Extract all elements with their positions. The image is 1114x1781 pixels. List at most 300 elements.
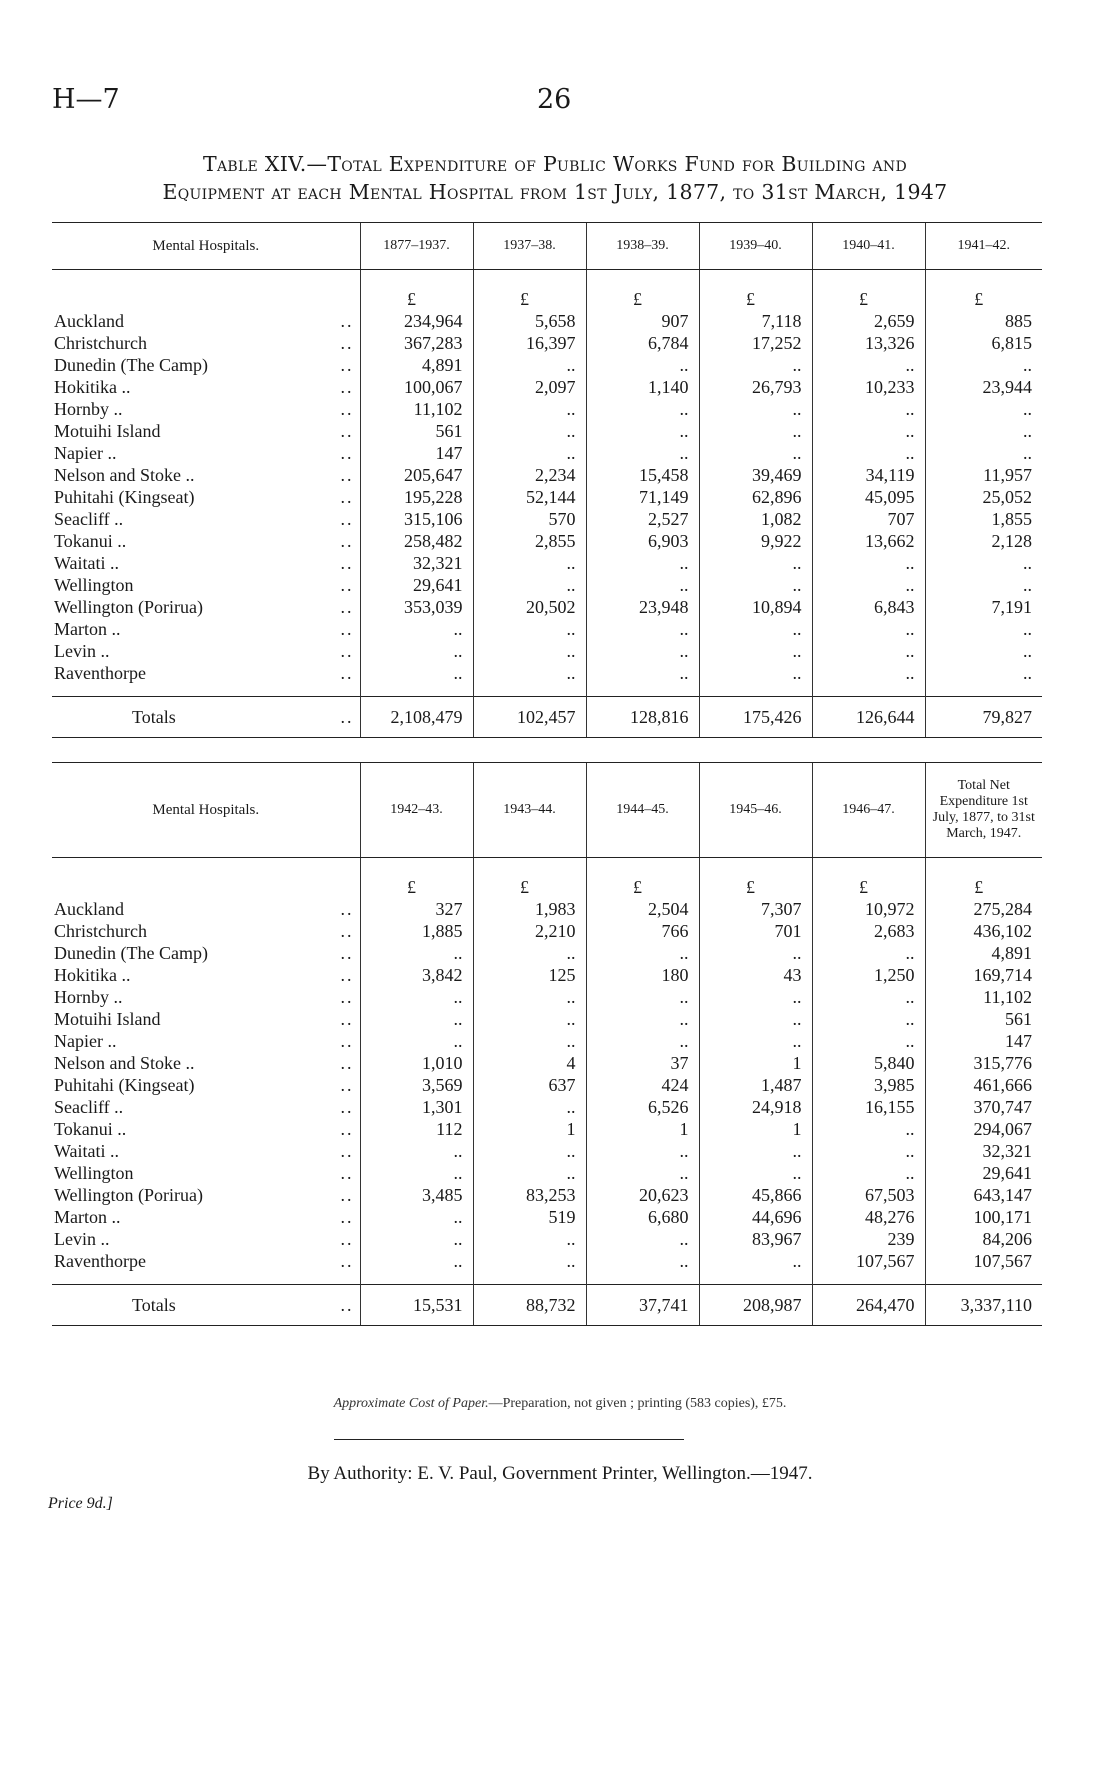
hospital-name-text: Seacliff .. bbox=[54, 1097, 124, 1117]
cell-value: 766 bbox=[586, 920, 699, 942]
cell-value: 6,903 bbox=[586, 530, 699, 552]
hospital-name bbox=[52, 552, 360, 574]
hospital-name bbox=[52, 1074, 360, 1096]
cell-value: 17,252 bbox=[699, 332, 812, 354]
cell-value: 1 bbox=[473, 1118, 586, 1140]
table-row bbox=[52, 662, 1042, 684]
table-row bbox=[52, 1228, 1042, 1250]
total-value: 175,426 bbox=[699, 697, 812, 738]
cell-value: .. bbox=[473, 618, 586, 640]
cell-value: 48,276 bbox=[812, 1206, 925, 1228]
cell-value: 885 bbox=[925, 310, 1042, 332]
currency-row bbox=[52, 270, 1042, 311]
cell-value: 424 bbox=[586, 1074, 699, 1096]
cell-value: .. bbox=[473, 442, 586, 464]
currency-symbol: £ bbox=[360, 858, 473, 899]
cell-value: 3,569 bbox=[360, 1074, 473, 1096]
cell-value: .. bbox=[586, 1228, 699, 1250]
table-row bbox=[52, 1162, 1042, 1184]
hospital-name bbox=[52, 310, 360, 332]
cell-value: .. bbox=[586, 662, 699, 684]
leader-dots: .. bbox=[340, 1163, 354, 1183]
header-year-6: 1941–42. bbox=[925, 223, 1042, 270]
cell-value: .. bbox=[699, 618, 812, 640]
cell-value: 436,102 bbox=[925, 920, 1042, 942]
page-code: H—7 bbox=[52, 84, 120, 115]
spacer-row bbox=[52, 684, 1042, 697]
cell-value: 100,171 bbox=[925, 1206, 1042, 1228]
currency-symbol: £ bbox=[925, 858, 1042, 899]
cell-value: 707 bbox=[812, 508, 925, 530]
cell-value: .. bbox=[699, 1140, 812, 1162]
hospital-name-text: Levin .. bbox=[54, 641, 110, 661]
leader-dots: .. bbox=[340, 575, 354, 595]
hospital-name-text: Hokitika .. bbox=[54, 965, 131, 985]
leader-dots: .. bbox=[340, 707, 354, 727]
header-year-2: 1937–38. bbox=[473, 223, 586, 270]
cell-value: .. bbox=[812, 552, 925, 574]
currency-symbol: £ bbox=[473, 270, 586, 311]
cell-value: 11,102 bbox=[360, 398, 473, 420]
cell-value: .. bbox=[812, 420, 925, 442]
cell-value: 11,102 bbox=[925, 986, 1042, 1008]
cell-value: 13,662 bbox=[812, 530, 925, 552]
cell-value: 10,233 bbox=[812, 376, 925, 398]
hospital-name bbox=[52, 1096, 360, 1118]
table-row bbox=[52, 640, 1042, 662]
cell-value: .. bbox=[925, 574, 1042, 596]
header-year-4: 1939–40. bbox=[699, 223, 812, 270]
currency-symbol: £ bbox=[812, 858, 925, 899]
cell-value: .. bbox=[925, 420, 1042, 442]
header-year-4: 1945–46. bbox=[699, 763, 812, 858]
total-value: 88,732 bbox=[473, 1285, 586, 1326]
cell-value: .. bbox=[360, 1250, 473, 1272]
hospital-name bbox=[52, 596, 360, 618]
cell-value: 147 bbox=[360, 442, 473, 464]
cell-value: 195,228 bbox=[360, 486, 473, 508]
cell-value: 6,815 bbox=[925, 332, 1042, 354]
table-row bbox=[52, 310, 1042, 332]
cell-value: .. bbox=[925, 398, 1042, 420]
leader-dots: .. bbox=[340, 943, 354, 963]
cell-value: 71,149 bbox=[586, 486, 699, 508]
cell-value: .. bbox=[473, 1162, 586, 1184]
cell-value: .. bbox=[473, 662, 586, 684]
cell-value: 29,641 bbox=[925, 1162, 1042, 1184]
header-hospitals: Mental Hospitals. bbox=[52, 763, 360, 858]
hospital-name-text: Raventhorpe bbox=[54, 663, 146, 683]
cell-value: .. bbox=[586, 1030, 699, 1052]
cell-value: .. bbox=[473, 942, 586, 964]
cell-value: .. bbox=[586, 398, 699, 420]
table-row bbox=[52, 442, 1042, 464]
cell-value: 25,052 bbox=[925, 486, 1042, 508]
hospital-name bbox=[52, 574, 360, 596]
cell-value: .. bbox=[812, 398, 925, 420]
cell-value: 294,067 bbox=[925, 1118, 1042, 1140]
leader-dots: .. bbox=[340, 1053, 354, 1073]
cell-value: .. bbox=[473, 1096, 586, 1118]
hospital-name bbox=[52, 1184, 360, 1206]
cell-value: .. bbox=[360, 1162, 473, 1184]
cell-value: 643,147 bbox=[925, 1184, 1042, 1206]
leader-dots: .. bbox=[340, 311, 354, 331]
hospital-name bbox=[52, 1250, 360, 1272]
leader-dots: .. bbox=[340, 619, 354, 639]
page-number: 26 bbox=[537, 84, 572, 115]
hospital-name bbox=[52, 398, 360, 420]
hospital-name-text: Motuihi Island bbox=[54, 421, 161, 441]
cell-value: 3,485 bbox=[360, 1184, 473, 1206]
hospital-name-text: Dunedin (The Camp) bbox=[54, 355, 208, 375]
cell-value: 100,067 bbox=[360, 376, 473, 398]
hospital-name-text: Waitati .. bbox=[54, 1141, 120, 1161]
totals-row bbox=[52, 697, 1042, 738]
currency-symbol: £ bbox=[473, 858, 586, 899]
cell-value: 2,527 bbox=[586, 508, 699, 530]
total-value: 264,470 bbox=[812, 1285, 925, 1326]
cell-value: 26,793 bbox=[699, 376, 812, 398]
cell-value: 169,714 bbox=[925, 964, 1042, 986]
leader-dots: .. bbox=[340, 965, 354, 985]
hospital-name-text: Puhitahi (Kingseat) bbox=[54, 1075, 195, 1095]
leader-dots: .. bbox=[340, 987, 354, 1007]
cell-value: .. bbox=[812, 618, 925, 640]
printer-authority: By Authority: E. V. Paul, Government Printer, Wellington.—1947. bbox=[307, 1463, 813, 1484]
page-header bbox=[52, 84, 1032, 120]
cell-value: 4 bbox=[473, 1052, 586, 1074]
leader-dots: .. bbox=[340, 1031, 354, 1051]
divider bbox=[334, 1439, 684, 1440]
cell-value: 2,659 bbox=[812, 310, 925, 332]
cell-value: .. bbox=[360, 1140, 473, 1162]
hospital-name bbox=[52, 1030, 360, 1052]
totals-label-text: Totals bbox=[132, 1295, 176, 1315]
cell-value: .. bbox=[473, 420, 586, 442]
cell-value: .. bbox=[586, 942, 699, 964]
leader-dots: .. bbox=[340, 1009, 354, 1029]
cell-value: 107,567 bbox=[925, 1250, 1042, 1272]
hospital-name bbox=[52, 964, 360, 986]
cell-value: 6,526 bbox=[586, 1096, 699, 1118]
cell-value: .. bbox=[586, 640, 699, 662]
cell-value: .. bbox=[473, 640, 586, 662]
cell-value: 16,397 bbox=[473, 332, 586, 354]
spacer-row bbox=[52, 1272, 1042, 1285]
cell-value: 561 bbox=[925, 1008, 1042, 1030]
cell-value: 1 bbox=[586, 1118, 699, 1140]
cell-value: .. bbox=[473, 1008, 586, 1030]
cell-value: 11,957 bbox=[925, 464, 1042, 486]
cell-value: 16,155 bbox=[812, 1096, 925, 1118]
hospital-name bbox=[52, 618, 360, 640]
table-row bbox=[52, 354, 1042, 376]
hospital-name-text: Christchurch bbox=[54, 333, 147, 353]
leader-dots: .. bbox=[340, 1185, 354, 1205]
cell-value: 7,307 bbox=[699, 898, 812, 920]
header-year-3: 1944–45. bbox=[586, 763, 699, 858]
cell-value: 83,967 bbox=[699, 1228, 812, 1250]
hospital-name-text: Wellington bbox=[54, 1163, 134, 1183]
total-value: 79,827 bbox=[925, 697, 1042, 738]
table-row bbox=[52, 986, 1042, 1008]
hospital-name bbox=[52, 486, 360, 508]
leader-dots: .. bbox=[340, 509, 354, 529]
leader-dots: .. bbox=[340, 921, 354, 941]
cost-text: —Preparation, not given ; printing (583 copies), £75. bbox=[488, 1396, 787, 1411]
leader-dots: .. bbox=[340, 399, 354, 419]
currency-symbol: £ bbox=[586, 858, 699, 899]
cell-value: .. bbox=[699, 640, 812, 662]
table-row bbox=[52, 508, 1042, 530]
cell-value: .. bbox=[586, 618, 699, 640]
header-year-1: 1877–1937. bbox=[360, 223, 473, 270]
hospital-name bbox=[52, 920, 360, 942]
hospital-name bbox=[52, 354, 360, 376]
cell-value: 32,321 bbox=[925, 1140, 1042, 1162]
cell-value: 519 bbox=[473, 1206, 586, 1228]
cell-value: .. bbox=[360, 942, 473, 964]
hospital-name bbox=[52, 1206, 360, 1228]
header-year-3: 1938–39. bbox=[586, 223, 699, 270]
totals-label-text: Totals bbox=[132, 707, 176, 727]
hospital-name bbox=[52, 508, 360, 530]
hospital-name-text: Napier .. bbox=[54, 1031, 117, 1051]
leader-dots: .. bbox=[340, 443, 354, 463]
cell-value: 125 bbox=[473, 964, 586, 986]
total-value: 208,987 bbox=[699, 1285, 812, 1326]
total-value: 37,741 bbox=[586, 1285, 699, 1326]
cell-value: 239 bbox=[812, 1228, 925, 1250]
table-row bbox=[52, 1140, 1042, 1162]
leader-dots: .. bbox=[340, 1251, 354, 1271]
table-row bbox=[52, 1052, 1042, 1074]
hospital-name bbox=[52, 376, 360, 398]
cell-value: .. bbox=[360, 1030, 473, 1052]
leader-dots: .. bbox=[340, 465, 354, 485]
hospital-name bbox=[52, 640, 360, 662]
cell-value: 258,482 bbox=[360, 530, 473, 552]
currency-row-label bbox=[52, 270, 360, 311]
cell-value: 7,118 bbox=[699, 310, 812, 332]
table-row bbox=[52, 1030, 1042, 1052]
total-value: 2,108,479 bbox=[360, 697, 473, 738]
table-row bbox=[52, 574, 1042, 596]
expenditure-table-1942-1947 bbox=[52, 762, 1042, 1326]
header-year-5: 1940–41. bbox=[812, 223, 925, 270]
hospital-name-text: Levin .. bbox=[54, 1229, 110, 1249]
table-row bbox=[52, 376, 1042, 398]
cell-value: .. bbox=[812, 1140, 925, 1162]
cell-value: 561 bbox=[360, 420, 473, 442]
hospital-name-text: Nelson and Stoke .. bbox=[54, 1053, 195, 1073]
cell-value: .. bbox=[699, 1030, 812, 1052]
hospital-name-text: Hokitika .. bbox=[54, 377, 131, 397]
cell-value: 570 bbox=[473, 508, 586, 530]
cell-value: 62,896 bbox=[699, 486, 812, 508]
cell-value: .. bbox=[586, 552, 699, 574]
header-year-6: Total Net Expenditure 1st July, 1877, to 31st March, 1947. bbox=[925, 763, 1042, 858]
hospital-name-text: Nelson and Stoke .. bbox=[54, 465, 195, 485]
cell-value: 1,250 bbox=[812, 964, 925, 986]
cell-value: .. bbox=[699, 986, 812, 1008]
table-row bbox=[52, 1008, 1042, 1030]
cell-value: 353,039 bbox=[360, 596, 473, 618]
cell-value: .. bbox=[812, 1118, 925, 1140]
hospital-name bbox=[52, 1118, 360, 1140]
leader-dots: .. bbox=[340, 531, 354, 551]
cell-value: 2,504 bbox=[586, 898, 699, 920]
cell-value: .. bbox=[812, 1008, 925, 1030]
cell-value: 107,567 bbox=[812, 1250, 925, 1272]
cell-value: .. bbox=[812, 442, 925, 464]
cell-value: 39,469 bbox=[699, 464, 812, 486]
cell-value: .. bbox=[473, 398, 586, 420]
hospital-name bbox=[52, 464, 360, 486]
leader-dots: .. bbox=[340, 663, 354, 683]
cell-value: 234,964 bbox=[360, 310, 473, 332]
hospital-name bbox=[52, 662, 360, 684]
table-row bbox=[52, 530, 1042, 552]
hospital-name bbox=[52, 420, 360, 442]
cell-value: 45,095 bbox=[812, 486, 925, 508]
leader-dots: .. bbox=[340, 1141, 354, 1161]
cell-value: .. bbox=[925, 618, 1042, 640]
hospital-name-text: Napier .. bbox=[54, 443, 117, 463]
leader-dots: .. bbox=[340, 1119, 354, 1139]
cell-value: .. bbox=[812, 986, 925, 1008]
hospital-name-text: Tokanui .. bbox=[54, 531, 127, 551]
leader-dots: .. bbox=[340, 355, 354, 375]
cell-value: .. bbox=[699, 398, 812, 420]
totals-label bbox=[52, 1285, 360, 1326]
cell-value: 1 bbox=[699, 1118, 812, 1140]
cell-value: 2,128 bbox=[925, 530, 1042, 552]
hospital-name bbox=[52, 1162, 360, 1184]
hospital-name-text: Raventhorpe bbox=[54, 1251, 146, 1271]
table-row bbox=[52, 1118, 1042, 1140]
cell-value: 6,784 bbox=[586, 332, 699, 354]
cell-value: 52,144 bbox=[473, 486, 586, 508]
cell-value: 84,206 bbox=[925, 1228, 1042, 1250]
cell-value: .. bbox=[586, 574, 699, 596]
cell-value: .. bbox=[925, 640, 1042, 662]
leader-dots: .. bbox=[340, 1295, 354, 1315]
cell-value: 24,918 bbox=[699, 1096, 812, 1118]
total-value: 126,644 bbox=[812, 697, 925, 738]
table-row bbox=[52, 420, 1042, 442]
hospital-name-text: Hornby .. bbox=[54, 987, 123, 1007]
cell-value: 10,894 bbox=[699, 596, 812, 618]
cell-value: .. bbox=[473, 1140, 586, 1162]
expenditure-table-1877-1942 bbox=[52, 222, 1042, 738]
hospital-name bbox=[52, 1052, 360, 1074]
cell-value: 1,140 bbox=[586, 376, 699, 398]
table-row bbox=[52, 898, 1042, 920]
hospital-name-text: Hornby .. bbox=[54, 399, 123, 419]
header-year-5: 1946–47. bbox=[812, 763, 925, 858]
hospital-name-text: Wellington bbox=[54, 575, 134, 595]
table-row bbox=[52, 1250, 1042, 1272]
cell-value: 23,944 bbox=[925, 376, 1042, 398]
cell-value: 1,885 bbox=[360, 920, 473, 942]
cell-value: 5,840 bbox=[812, 1052, 925, 1074]
cell-value: 67,503 bbox=[812, 1184, 925, 1206]
cell-value: .. bbox=[473, 1250, 586, 1272]
hospital-name bbox=[52, 442, 360, 464]
table-row bbox=[52, 964, 1042, 986]
cell-value: .. bbox=[360, 1228, 473, 1250]
cell-value: .. bbox=[699, 1008, 812, 1030]
cell-value: 23,948 bbox=[586, 596, 699, 618]
cell-value: 9,922 bbox=[699, 530, 812, 552]
leader-dots: .. bbox=[340, 487, 354, 507]
cell-value: .. bbox=[586, 442, 699, 464]
cell-value: .. bbox=[586, 1140, 699, 1162]
cell-value: 701 bbox=[699, 920, 812, 942]
header-year-1: 1942–43. bbox=[360, 763, 473, 858]
hospital-name bbox=[52, 1008, 360, 1030]
cell-value: .. bbox=[699, 552, 812, 574]
hospital-name bbox=[52, 942, 360, 964]
cell-value: 20,623 bbox=[586, 1184, 699, 1206]
cell-value: 32,321 bbox=[360, 552, 473, 574]
total-value: 102,457 bbox=[473, 697, 586, 738]
leader-dots: .. bbox=[340, 1075, 354, 1095]
table-row bbox=[52, 1206, 1042, 1228]
cell-value: 1,010 bbox=[360, 1052, 473, 1074]
cell-value: 1,983 bbox=[473, 898, 586, 920]
cell-value: 637 bbox=[473, 1074, 586, 1096]
cell-value: 5,658 bbox=[473, 310, 586, 332]
table-row bbox=[52, 398, 1042, 420]
cell-value: .. bbox=[473, 1030, 586, 1052]
hospital-name-text: Tokanui .. bbox=[54, 1119, 127, 1139]
cell-value: 1,082 bbox=[699, 508, 812, 530]
cell-value: .. bbox=[699, 442, 812, 464]
leader-dots: .. bbox=[340, 553, 354, 573]
cell-value: .. bbox=[360, 1206, 473, 1228]
cell-value: .. bbox=[473, 552, 586, 574]
hospital-name bbox=[52, 1228, 360, 1250]
cell-value: .. bbox=[586, 420, 699, 442]
cell-value: .. bbox=[812, 662, 925, 684]
cell-value: 7,191 bbox=[925, 596, 1042, 618]
cell-value: .. bbox=[812, 942, 925, 964]
cell-value: 43 bbox=[699, 964, 812, 986]
cell-value: 2,234 bbox=[473, 464, 586, 486]
cell-value: 147 bbox=[925, 1030, 1042, 1052]
leader-dots: .. bbox=[340, 597, 354, 617]
leader-dots: .. bbox=[340, 377, 354, 397]
cell-value: 6,843 bbox=[812, 596, 925, 618]
cell-value: .. bbox=[925, 662, 1042, 684]
currency-symbol: £ bbox=[812, 270, 925, 311]
hospital-name bbox=[52, 530, 360, 552]
cell-value: 1,855 bbox=[925, 508, 1042, 530]
cell-value: .. bbox=[812, 574, 925, 596]
cell-value: 10,972 bbox=[812, 898, 925, 920]
cell-value: .. bbox=[360, 1008, 473, 1030]
hospital-name bbox=[52, 1140, 360, 1162]
hospital-name-text: Seacliff .. bbox=[54, 509, 124, 529]
price: Price 9d.] bbox=[48, 1495, 113, 1512]
leader-dots: .. bbox=[340, 1229, 354, 1249]
table-title-line-1: Table XIV.—Total Expenditure of Public Works Fund for Building and bbox=[202, 152, 907, 176]
hospital-name-text: Auckland bbox=[54, 899, 124, 919]
cell-value: 461,666 bbox=[925, 1074, 1042, 1096]
